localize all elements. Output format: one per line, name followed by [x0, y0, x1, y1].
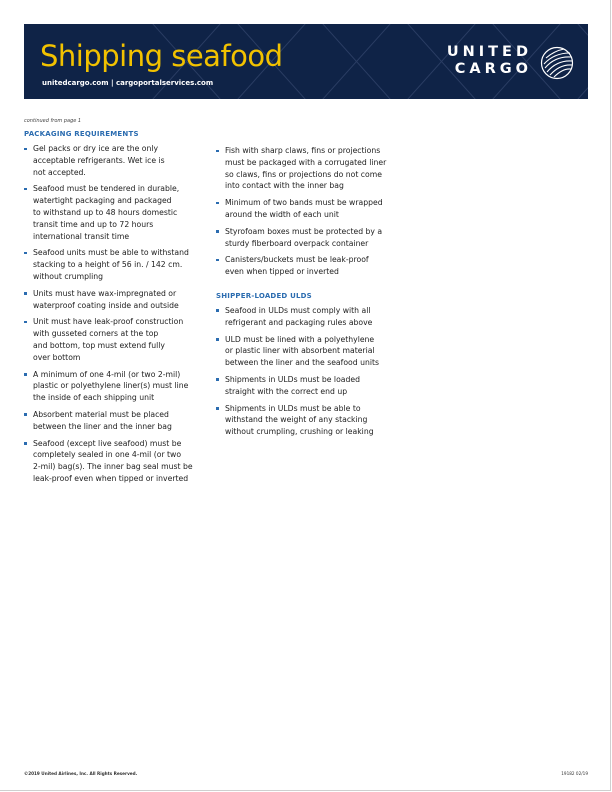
bullet: [24, 292, 27, 295]
uld-heading: SHIPPER-LOADED ULDS: [216, 291, 312, 300]
logo-line-2: CARGO: [454, 61, 532, 77]
list-item: Seafood units must be able to withstand stacking to a height of 56 in. / 142 cm. without crumpling: [24, 247, 208, 282]
packaging-list-right: [216, 145, 400, 278]
bullet: [24, 148, 27, 151]
united-cargo-logo: [447, 44, 532, 78]
bullet: [216, 230, 219, 233]
list-item: Unit must have leak-proof construction with gusseted corners at the top and bottom, top must extend fully over bottom: [24, 316, 208, 363]
header-banner: [24, 24, 588, 99]
bullet: [216, 407, 219, 410]
bullet: [216, 150, 219, 153]
continued-note: continued from page 1: [24, 118, 82, 124]
logo-line-1: UNITED: [446, 44, 532, 60]
list-item: Seafood (except live seafood) must be completely sealed in one 4-mil (or two 2-mil) bag(s). The inner bag seal must be leak-proof even when tipped or inverted: [24, 438, 208, 485]
left-column: [24, 130, 208, 490]
right-column: [216, 145, 400, 443]
bullet: [216, 259, 219, 262]
list-item: Shipments in ULDs must be able to withstand the weight of any stacking without crumpling, crushing or leaking: [216, 403, 400, 438]
list-item: Units must have wax-impregnated or waterproof coating inside and outside: [24, 288, 208, 312]
bullet: [24, 373, 27, 376]
list-item: A minimum of one 4-mil (or two 2-mil) plastic or polyethylene liner(s) must line the inside of each shipping unit: [24, 369, 208, 404]
list-item: Fish with sharp claws, fins or projections must be packaged with a corrugated liner so claws, fins or projections do not come into contact with the inner bag: [216, 145, 400, 192]
list-item: Minimum of two bands must be wrapped around the width of each unit: [216, 197, 400, 221]
list-item: Absorbent material must be placed between the liner and the inner bag: [24, 409, 208, 433]
bullet: [216, 378, 219, 381]
footer-copyright: ©2019 United Airlines, Inc. All Rights Reserved.: [24, 771, 138, 776]
list-item: Canisters/buckets must be leak-proof even when tipped or inverted: [216, 254, 400, 278]
globe-icon: [540, 46, 574, 80]
page-title: Shipping seafood: [40, 39, 283, 73]
footer-code: 19182 02/19: [561, 771, 588, 776]
packaging-list-left: [24, 143, 208, 485]
list-item: Styrofoam boxes must be protected by a sturdy fiberboard overpack container: [216, 226, 400, 250]
header-urls: unitedcargo.com | cargoportalservices.com: [42, 79, 214, 87]
bullet: [216, 338, 219, 341]
bullet: [24, 321, 27, 324]
bullet: [24, 442, 27, 445]
bullet: [24, 413, 27, 416]
bullet: [24, 188, 27, 191]
bullet: [24, 252, 27, 255]
packaging-heading: PACKAGING REQUIREMENTS: [24, 130, 139, 138]
list-item: ULD must be lined with a polyethylene or plastic liner with absorbent material between the liner and the seafood units: [216, 334, 400, 369]
uld-list: [216, 305, 400, 438]
list-item: Gel packs or dry ice are the only acceptable refrigerants. Wet ice is not accepted.: [24, 143, 208, 178]
list-item: Seafood in ULDs must comply with all refrigerant and packaging rules above: [216, 305, 400, 329]
bullet: [216, 309, 219, 312]
bullet: [216, 202, 219, 205]
list-item: Seafood must be tendered in durable, watertight packaging and packaged to withstand up to 48 hours domestic transit time and up to 72 hours international transit time: [24, 183, 208, 242]
list-item: Shipments in ULDs must be loaded straight with the correct end up: [216, 374, 400, 398]
